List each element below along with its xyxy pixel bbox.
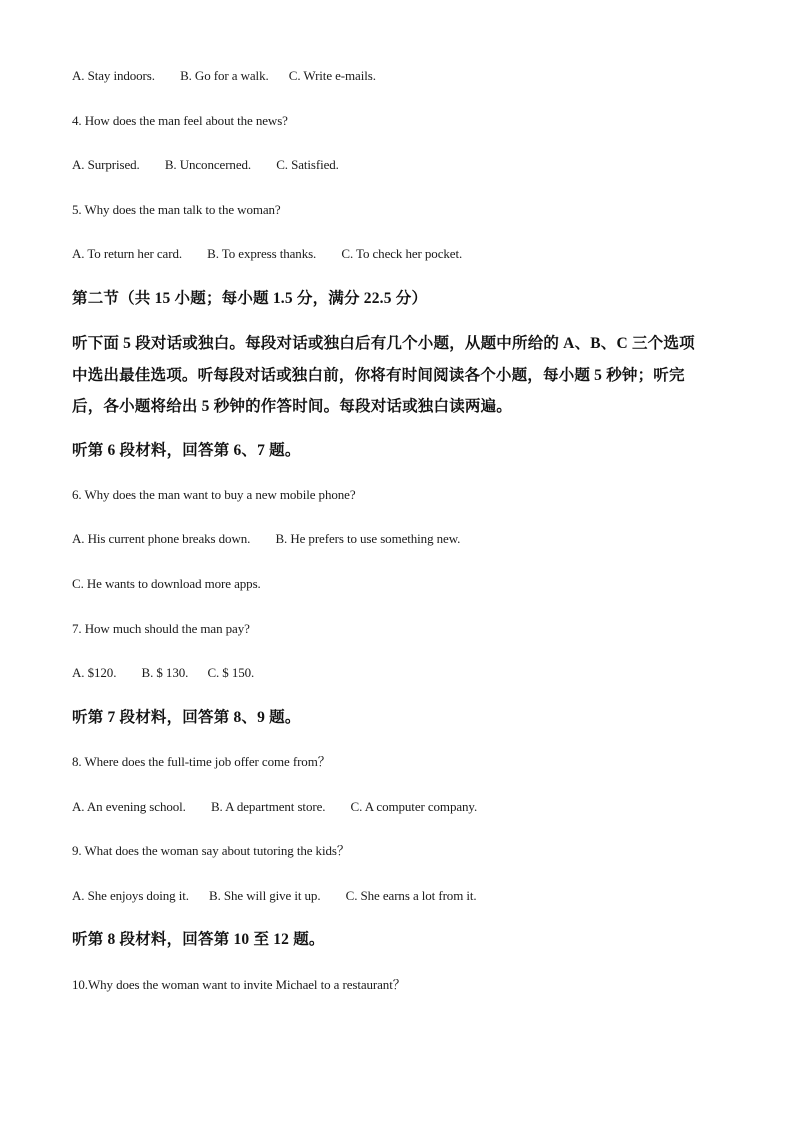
q8-options xyxy=(72,799,477,815)
q6-options-row-1 xyxy=(72,531,460,547)
q7-option-a: A. $120. xyxy=(72,665,117,680)
section-2-instruction-line-2: 中选出最佳选项。听每段对话或独白前，你将有时间阅读各个小题，每小题 5 秒钟；听完 xyxy=(72,367,685,384)
q4-option-a: A. Surprised. xyxy=(72,157,140,172)
q8-option-a: A. An evening school. xyxy=(72,799,186,814)
q7-option-b: B. $ 130. xyxy=(141,665,189,680)
q7-question: 7. How much should the man pay? xyxy=(72,621,250,636)
q4-options xyxy=(72,157,339,173)
section-2-instruction-line-3: 后，各小题将给出 5 秒钟的作答时间。每段对话或独白读两遍。 xyxy=(72,398,513,415)
q8-option-c: C. A computer company. xyxy=(350,799,478,814)
q3-option-b: B. Go for a walk. xyxy=(180,68,269,83)
q6-option-b: B. He prefers to use something new. xyxy=(275,531,461,546)
q5-option-c: C. To check her pocket. xyxy=(341,246,463,261)
q5-options xyxy=(72,246,462,262)
q3-option-c: C. Write e-mails. xyxy=(288,68,376,83)
q10-question: 10.Why does the woman want to invite Michael to a restaurant？ xyxy=(72,977,406,992)
q6-question: 6. Why does the man want to buy a new mobile phone? xyxy=(72,487,356,502)
q4-question: 4. How does the man feel about the news? xyxy=(72,113,288,128)
q7-option-c: C. $ 150. xyxy=(207,665,255,680)
q9-question: 9. What does the woman say about tutoring the kids？ xyxy=(72,843,350,858)
q5-option-a: A. To return her card. xyxy=(72,246,182,261)
material-6-heading: 听第 6 段材料，回答第 6、7 题。 xyxy=(72,442,301,459)
q5-option-b: B. To express thanks. xyxy=(207,246,317,261)
material-7-heading: 听第 7 段材料，回答第 8、9 题。 xyxy=(72,709,301,726)
section-2-instruction-line-1: 听下面 5 段对话或独白。每段对话或独白后有几个小题，从题中所给的 A、B、C 三个选项 xyxy=(72,335,695,352)
q3-option-a: A. Stay indoors. xyxy=(72,68,155,83)
section-2-heading: 第二节（共 15 小题；每小题 1.5 分，满分 22.5 分） xyxy=(72,290,428,307)
q3-options xyxy=(72,68,376,84)
q4-option-b: B. Unconcerned. xyxy=(164,157,252,172)
q9-option-c: C. She earns a lot from it. xyxy=(345,888,477,903)
material-8-heading: 听第 8 段材料，回答第 10 至 12 题。 xyxy=(72,931,325,948)
q5-question: 5. Why does the man talk to the woman? xyxy=(72,202,281,217)
q8-question: 8. Where does the full-time job offer come from？ xyxy=(72,754,331,769)
q9-options xyxy=(72,888,477,904)
q9-option-a: A. She enjoys doing it. xyxy=(72,888,189,903)
q6-option-a: A. His current phone breaks down. xyxy=(72,531,251,546)
q9-option-b: B. She will give it up. xyxy=(209,888,321,903)
q6-option-c: C. He wants to download more apps. xyxy=(72,576,261,591)
q7-options xyxy=(72,665,254,681)
q8-option-b: B. A department store. xyxy=(210,799,326,814)
q4-option-c: C. Satisfied. xyxy=(276,157,339,172)
